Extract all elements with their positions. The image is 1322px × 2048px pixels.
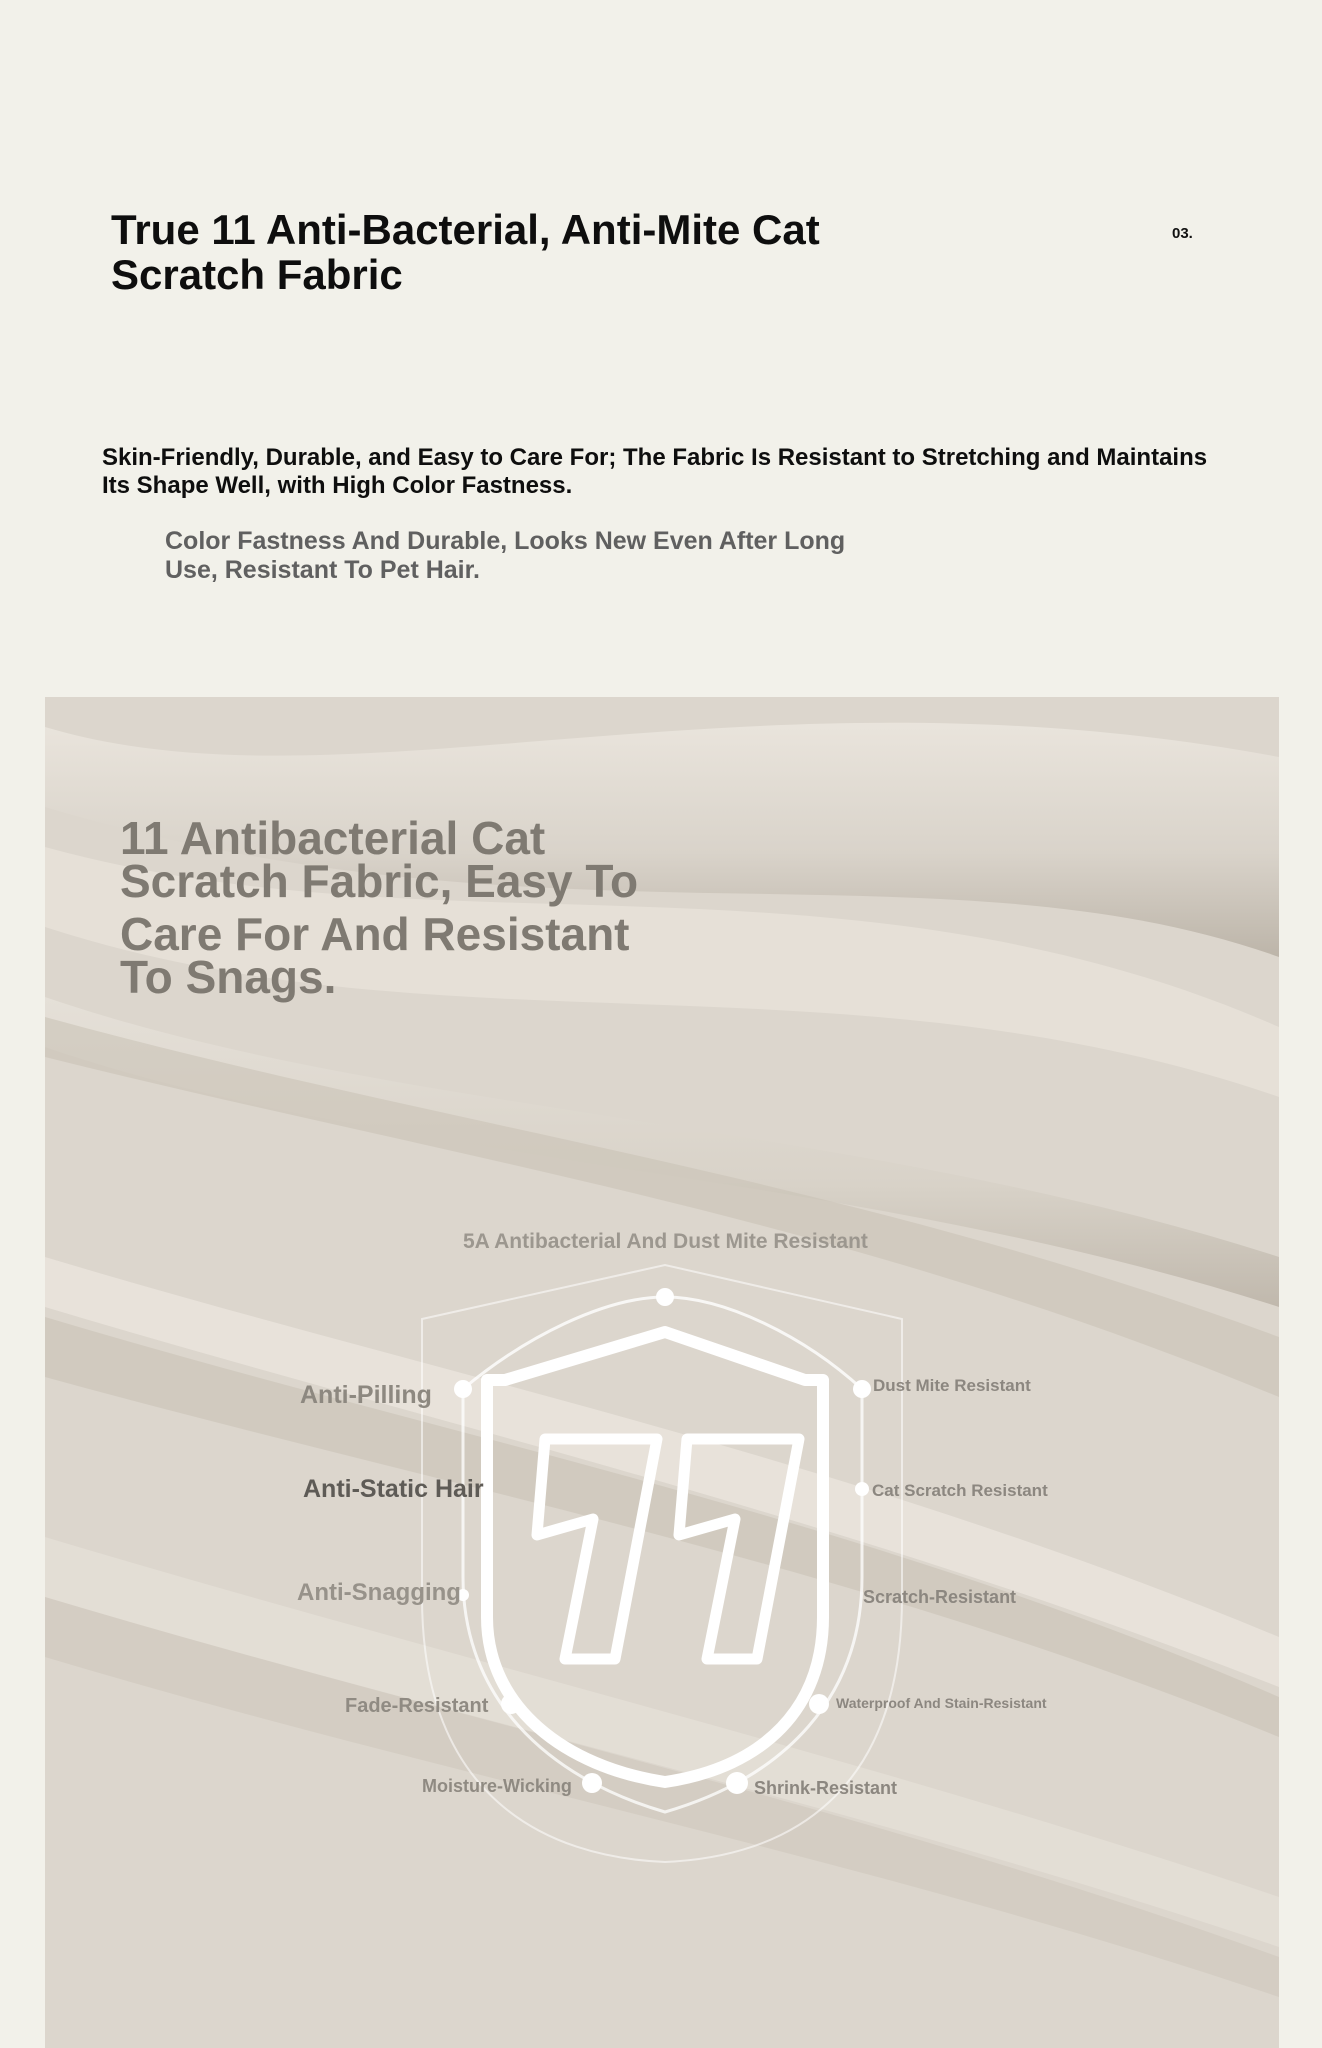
hero-line-4: To Snags.	[120, 951, 337, 1003]
page-title: True 11 Anti-Bacterial, Anti-Mite Cat Scratch Fabric	[111, 206, 820, 298]
feature-anti-pilling: Anti-Pilling	[300, 1381, 432, 1409]
description: Color Fastness And Durable, Looks New Even After Long Use, Resistant To Pet Hair.	[165, 527, 846, 584]
feature-antibacterial-dust-mite: 5A Antibacterial And Dust Mite Resistant	[463, 1230, 868, 1253]
shield-icon	[45, 697, 1279, 2048]
hero-line-3: Care For And Resistant	[120, 908, 630, 960]
section-number: 03.	[1172, 225, 1193, 242]
fabric-feature-panel	[45, 697, 1279, 2048]
hero-line-2: Scratch Fabric, Easy To	[120, 855, 639, 907]
feature-dust-mite-resistant: Dust Mite Resistant	[873, 1376, 1031, 1395]
feature-scratch-resistant: Scratch-Resistant	[863, 1587, 1017, 1607]
feature-moisture-wicking: Moisture-Wicking	[422, 1776, 572, 1796]
subtitle: Skin-Friendly, Durable, and Easy to Care For; The Fabric Is Resistant to Stretching and Maintains Its Shape Well, with High Color Fastness.	[102, 444, 1208, 499]
feature-anti-snagging: Anti-Snagging	[297, 1579, 461, 1606]
feature-fade-resistant: Fade-Resistant	[345, 1695, 489, 1717]
hero-line-1: 11 Antibacterial Cat	[120, 812, 546, 864]
feature-anti-static-hair: Anti-Static Hair	[303, 1475, 484, 1503]
feature-waterproof-stain-resistant: Waterproof And Stain-Resistant	[836, 1695, 1047, 1711]
feature-cat-scratch-resistant: Cat Scratch Resistant	[872, 1481, 1048, 1500]
feature-shrink-resistant: Shrink-Resistant	[754, 1778, 898, 1798]
